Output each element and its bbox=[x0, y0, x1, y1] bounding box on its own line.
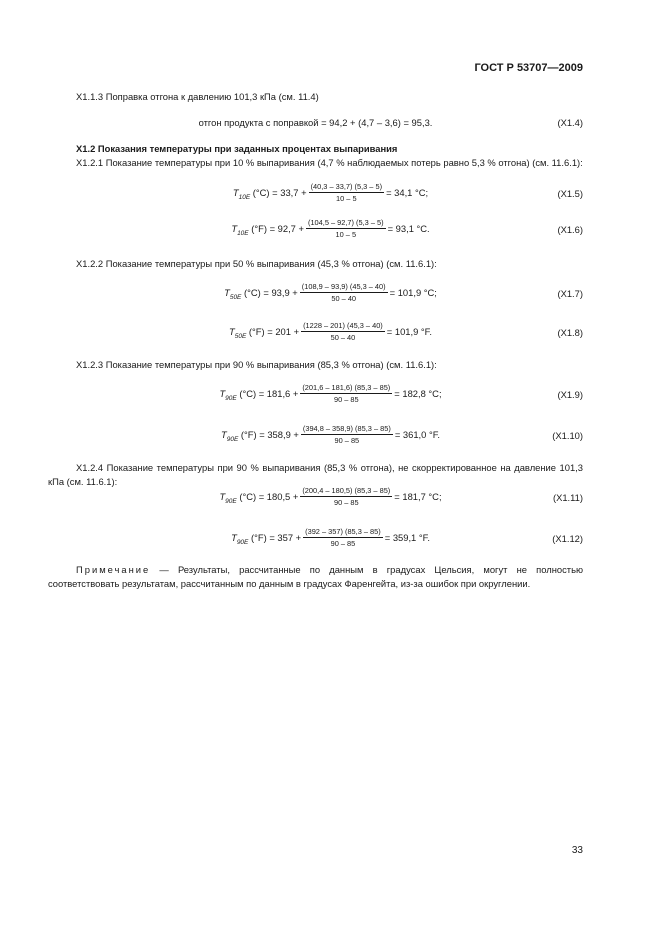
equation-x14: отгон продукта с поправкой = 94,2 + (4,7 – 3,6) = 95,3. bbox=[198, 117, 433, 128]
section-x113-text: X1.1.3 Поправка отгона к давлению 101,3 кПа (см. 11.4) bbox=[76, 91, 319, 102]
equation-x111: $T_{90E}$ (°C) = 180,5 + $\frac{(200,4 - 180,5) (85,3 - 85)}{90 - 85}$ = 181,7 °C; bbox=[219, 486, 442, 507]
section-x124-text: X1.2.4 Показание температуры при 90 % выпаривания (85,3 % отгона), не скорректированное на давление 101,3 кПа (см. 11.6.1): bbox=[48, 462, 583, 487]
equation-lhs: $T_{90E}$ (°F) = 358,9 + bbox=[221, 429, 299, 443]
equation-x15: $T_{10E}$ (°C) = 33,7 + $\frac{(40,3 - 33,7) (5,3 - 5)}{10 - 5}$ = 34,1 °C; bbox=[232, 182, 429, 203]
section-x122-text: X1.2.2 Показание температуры при 50 % выпаривания (45,3 % отгона) (см. 11.6.1): bbox=[76, 258, 437, 269]
equation-number-x16: (X1.6) bbox=[557, 224, 583, 235]
fraction: $\frac{(201,6 - 181,6) (85,3 - 85)}{90 - 85}$ bbox=[302, 383, 391, 404]
equation-lhs: $T_{90E}$ (°C) = 180,5 + bbox=[219, 491, 299, 505]
equation-number-x18: (X1.8) bbox=[557, 327, 583, 338]
equation-number-x111: (X1.11) bbox=[552, 492, 583, 503]
fraction: $\frac{(394,8 - 358,9) (85,3 - 85)}{90 - 85}$ bbox=[302, 424, 391, 445]
note-label: Примечание bbox=[76, 564, 151, 575]
fraction: $\frac{(104,5 - 92,7) (5,3 - 5)}{10 - 5}$ bbox=[307, 218, 384, 239]
note bbox=[48, 563, 583, 591]
equation-number-x14: (X1.4) bbox=[557, 117, 583, 128]
document-number: ГОСТ Р 53707—2009 bbox=[474, 62, 583, 74]
page-number: 33 bbox=[571, 845, 583, 856]
fraction: $\frac{(1228 - 201) (45,3 - 40)}{50 - 40}$ bbox=[303, 321, 383, 342]
equation-lhs: $T_{50E}$ (°F) = 201 + bbox=[229, 326, 300, 340]
equation-lhs: $T_{50E}$ (°C) = 93,9 + bbox=[224, 287, 298, 301]
fraction: $\frac{(40,3 - 33,7) (5,3 - 5)}{10 - 5}$ bbox=[310, 182, 383, 203]
equation-x18: $T_{50E}$ (°F) = 201 + $\frac{(1228 - 201) (45,3 - 40)}{50 - 40}$ = 101,9 °F. bbox=[229, 321, 432, 342]
equation-x16: $T_{10E}$ (°F) = 92,7 + $\frac{(104,5 - 92,7) (5,3 - 5)}{10 - 5}$ = 93,1 °C. bbox=[231, 218, 430, 239]
equation-number-x15: (X1.5) bbox=[557, 188, 583, 199]
equation-number-x19: (X1.9) bbox=[557, 389, 583, 400]
fraction: $\frac{(392 - 357) (85,3 - 85)}{90 - 85}$ bbox=[305, 527, 381, 548]
equation-x17: $T_{50E}$ (°C) = 93,9 + $\frac{(108,9 - 93,9) (45,3 - 40)}{50 - 40}$ = 101,9 °C; bbox=[224, 282, 437, 303]
equation-lhs: $T_{90E}$ (°F) = 357 + bbox=[231, 532, 302, 546]
equation-x112: $T_{90E}$ (°F) = 357 + $\frac{(392 - 357) (85,3 - 85)}{90 - 85}$ = 359,1 °F. bbox=[231, 527, 430, 548]
fraction: $\frac{(108,9 - 93,9) (45,3 - 40)}{50 - 40}$ bbox=[301, 282, 386, 303]
equation-lhs: $T_{10E}$ (°F) = 92,7 + bbox=[231, 223, 304, 237]
equation-number-x112: (X1.12) bbox=[552, 533, 583, 544]
section-x123-text: X1.2.3 Показание температуры при 90 % выпаривания (85,3 % отгона) (см. 11.6.1): bbox=[76, 359, 437, 370]
equation-number-x17: (X1.7) bbox=[557, 288, 583, 299]
note-text: — Результаты, рассчитанные по данным в градусах Цельсия, могут не полностью соответствовать результатам, рассчитанным по данным в градусах Фаренгейта, из-за ошибок при округлении. bbox=[48, 564, 583, 589]
equation-lhs: $T_{10E}$ (°C) = 33,7 + bbox=[232, 187, 307, 201]
equation-x110: $T_{90E}$ (°F) = 358,9 + $\frac{(394,8 - 358,9) (85,3 - 85)}{90 - 85}$ = 361,0 °F. bbox=[221, 424, 440, 445]
section-x12-title: X1.2 Показания температуры при заданных процентах выпаривания bbox=[76, 143, 398, 154]
fraction: $\frac{(200,4 - 180,5) (85,3 - 85)}{90 - 85}$ bbox=[302, 486, 391, 507]
equation-x19: $T_{90E}$ (°C) = 181,6 + $\frac{(201,6 - 181,6) (85,3 - 85)}{90 - 85}$ = 182,8 °C; bbox=[219, 383, 442, 404]
equation-number-x110: (X1.10) bbox=[552, 430, 583, 441]
section-x121-text: X1.2.1 Показание температуры при 10 % выпаривания (4,7 % наблюдаемых потерь равно 5,3 % отгона) (см. 11.6.1): bbox=[76, 157, 583, 168]
equation-lhs: $T_{90E}$ (°C) = 181,6 + bbox=[219, 388, 299, 402]
